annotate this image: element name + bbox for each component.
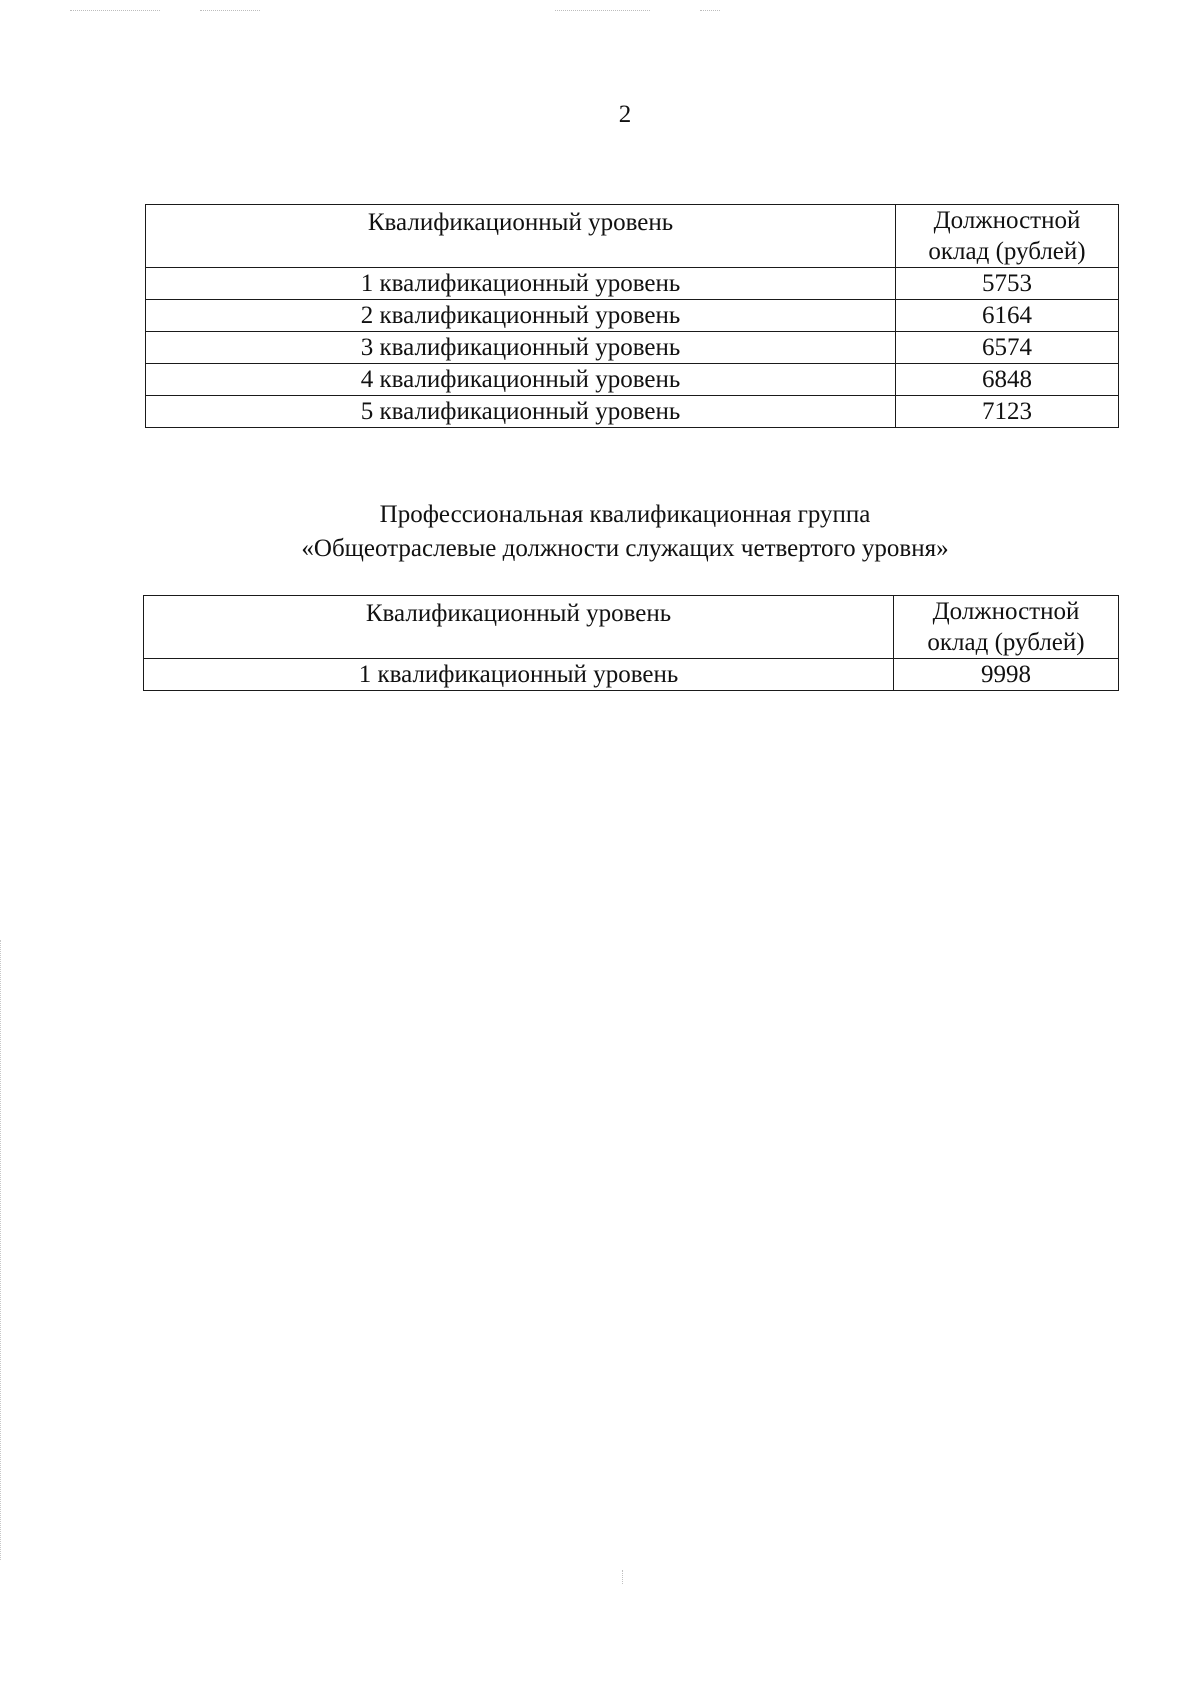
- salary-cell: 5753: [896, 268, 1119, 300]
- header-salary-line-1: Должностной: [933, 207, 1081, 234]
- level-cell: 2 квалификационный уровень: [146, 300, 896, 332]
- table-row: [146, 332, 1119, 364]
- header-salary-line-1: Должностной: [932, 598, 1080, 625]
- table-row: [146, 364, 1119, 396]
- group-heading-line-1: Профессиональная квалификационная группа: [379, 501, 871, 528]
- table-row: [144, 659, 1119, 691]
- salary-cell: 9998: [894, 659, 1119, 691]
- table-header-row: [146, 205, 1119, 268]
- scan-artifact: [700, 10, 720, 12]
- scan-artifact: [555, 10, 650, 12]
- header-level: Квалификационный уровень: [146, 205, 896, 268]
- salary-table-1: [145, 204, 1119, 428]
- header-salary: [894, 596, 1119, 659]
- group-heading: [0, 498, 1200, 566]
- scan-artifact: [200, 10, 260, 12]
- table-row: [146, 268, 1119, 300]
- table-header-row: [144, 596, 1119, 659]
- header-level: Квалификационный уровень: [144, 596, 894, 659]
- salary-table-2: [143, 595, 1119, 691]
- level-cell: 4 квалификационный уровень: [146, 364, 896, 396]
- salary-cell: 6164: [896, 300, 1119, 332]
- level-cell: 5 квалификационный уровень: [146, 396, 896, 428]
- scan-artifact: [622, 1570, 624, 1584]
- salary-cell: 7123: [896, 396, 1119, 428]
- page-number: 2: [618, 101, 632, 128]
- table-row: [146, 300, 1119, 332]
- scan-artifact: [70, 10, 160, 12]
- level-cell: 1 квалификационный уровень: [146, 268, 896, 300]
- salary-cell: 6848: [896, 364, 1119, 396]
- table-row: [146, 396, 1119, 428]
- scan-artifact: [0, 940, 3, 1560]
- group-heading-line-2: «Общеотраслевые должности служащих четвертого уровня»: [301, 535, 949, 562]
- level-cell: 1 квалификационный уровень: [144, 659, 894, 691]
- salary-cell: 6574: [896, 332, 1119, 364]
- header-salary-line-2: оклад (рублей): [927, 629, 1085, 656]
- header-salary: [896, 205, 1119, 268]
- level-cell: 3 квалификационный уровень: [146, 332, 896, 364]
- header-salary-line-2: оклад (рублей): [928, 238, 1086, 265]
